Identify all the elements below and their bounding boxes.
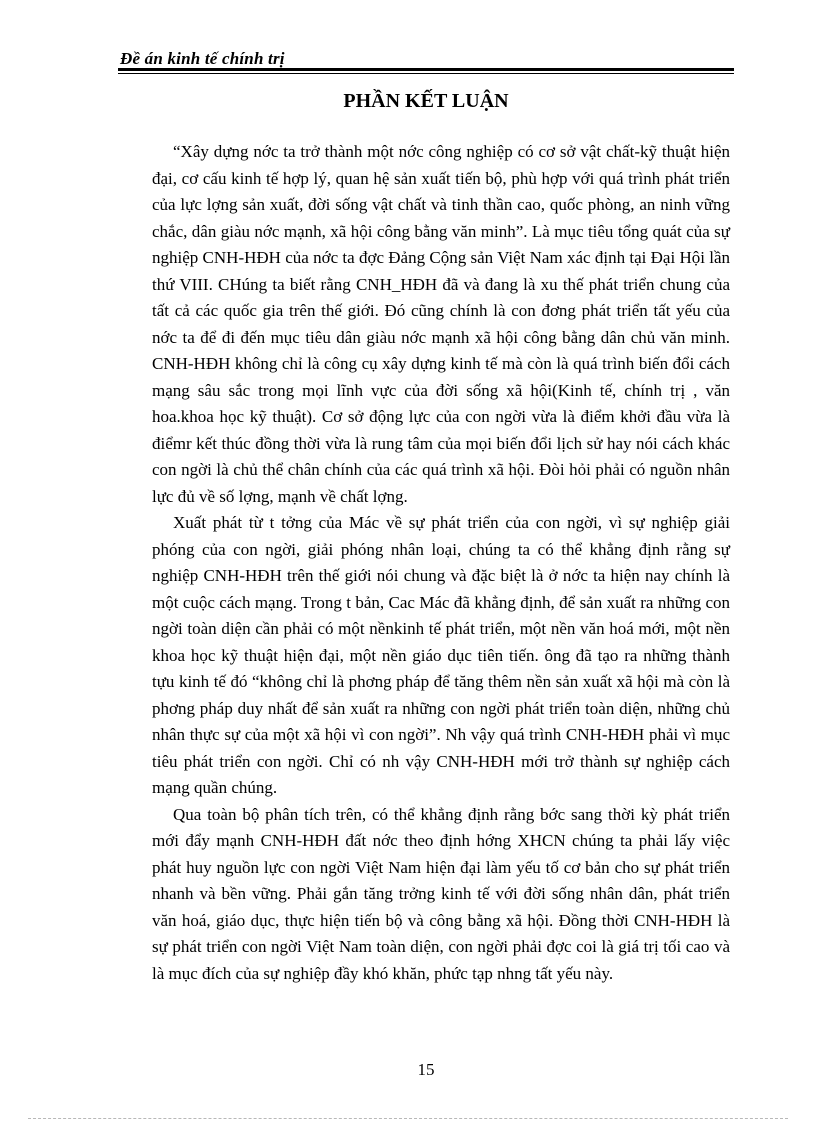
- header-rule-thin: [118, 73, 734, 74]
- page-bottom-divider: [28, 1118, 788, 1119]
- page-title: PHẦN KẾT LUẬN: [343, 90, 509, 112]
- paragraph: Qua toàn bộ phân tích trên, có thể khẳng định rằng bớc sang thời kỳ phát triển mới đẩy mạnh CNH-HĐH đất nớc theo định hớng XHCN chúng ta phải lấy việc phát huy nguồn lực con ngời Việt Nam hiện đại làm yếu tố cơ bản cho sự phát triển nhanh và bền vững. Phải gắn tăng trởng kinh tế với đời sống nhân dân, phát triển văn hoá, giáo dục, thực hiện tiến bộ và công bằng xã hội. Đồng thời CNH-HĐH là sự phát triển con ngời Việt Nam toàn diện, con ngời phải đợc coi là giá trị tối cao và là mục đích của sự nghiệp đầy khó khăn, phức tạp nhng tất yếu này.: [152, 804, 730, 983]
- page-number: 15: [417, 1060, 435, 1079]
- paragraph: Xuất phát từ t tởng của Mác về sự phát triển của con ngời, vì sự nghiệp giải phóng của con ngời, giải phóng nhân loại, chúng ta có thể khẳng định rằng sự nghiệp CNH-HĐH trên thế giới nói chung và đặc biệt là ở nớc ta hiện nay chính là một cuộc cách mạng. Trong t bản, Cac Mác đã khẳng định, để sản xuất ra những con ngời toàn diện cần phải có một nềnkinh tế phát triển, một nền văn hoá mới, một nền khoa học kỹ thuật hiện đại, một nền giáo dục tiên tiến. ông đã tạo ra những thành tựu kinh tế đó “không chỉ là phơng pháp để tăng thêm nền sản xuất xã hội mà còn là phơng pháp duy nhất để sản xuất ra những con ngời phát triển toàn diện, những chủ nhân thực sự của một xã hội vì con ngời”. Nh vậy quá trình CNH-HĐH phải vì mục tiêu phát triển con ngời. Chỉ có nh vậy CNH-HĐH mới trở thành sự nghiệp cách mạng quần chúng.: [152, 513, 730, 797]
- paragraph: “Xây dựng nớc ta trở thành một nớc công nghiệp có cơ sở vật chất-kỹ thuật hiện đại, cơ cấu kinh tế hợp lý, quan hệ sản xuất tiến bộ, phù hợp với quá trình phát triển của lực lợng sản xuất, đời sống vật chất và tinh thần cao, quốc phòng, an ninh vững chắc, dân giàu nớc mạnh, xã hội công bằng văn minh”. Là mục tiêu tổng quát của sự nghiệp CNH-HĐH của nớc ta đợc Đảng Cộng sản Việt Nam xác định tại Đại Hội lần thứ VIII. CHúng ta biết rằng CNH_HĐH đã và đang là xu thế phát triển chung của tất cả các quốc gia trên thế giới. Đó cũng chính là con đơng phát triển tất yếu của nớc ta để đi đến mục tiêu dân giàu nớc mạnh xã hội công bằng dân chủ văn minh. CNH-HĐH không chỉ là công cụ xây dựng kinh tế mà còn là quá trình biến đổi cách mạng sâu sắc trong mọi lĩnh vực của đời sống xã hội(Kinh tế, chính trị , văn hoa.khoa học kỹ thuật). Cơ sở động lực của con ngời vừa là điểm khởi đầu vừa là điểmr kết thúc đồng thời vừa là rung tâm của mọi biến đổi lịch sử hay nói cách khác con ngời là chủ thể chân chính của các quá trình xã hội. Đòi hỏi phải có nguồn nhân lực đủ về số lợng, mạnh về chất lợng.: [152, 142, 730, 506]
- running-header: Đề án kinh tế chính trị: [120, 49, 285, 68]
- document-body: [152, 139, 730, 987]
- header-rule-thick: [118, 68, 734, 71]
